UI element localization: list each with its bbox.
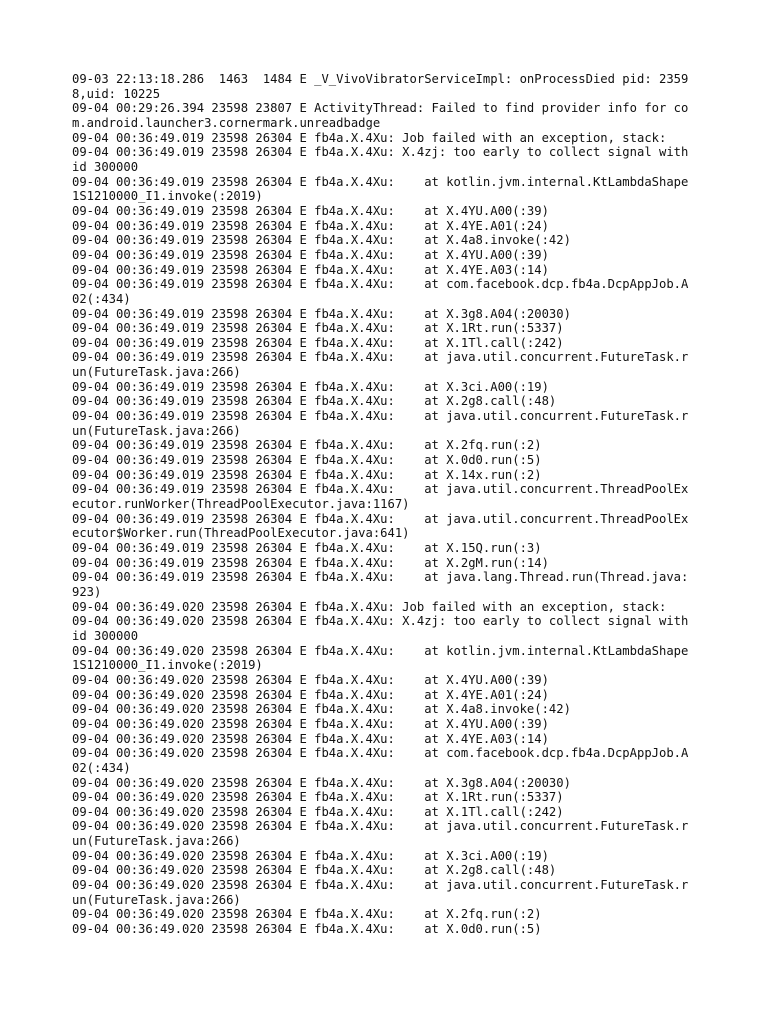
log-line: 09-04 00:36:49.019 23598 26304 E fb4a.X.4Xu: at com.facebook.dcp.fb4a.DcpAppJob.A02(:434) xyxy=(72,277,689,306)
log-line: 09-04 00:36:49.019 23598 26304 E fb4a.X.4Xu: at X.2g8.call(:48) xyxy=(72,394,557,409)
log-line: 09-04 00:36:49.019 23598 26304 E fb4a.X.4Xu: at java.util.concurrent.ThreadPoolExecutor.runWorker(ThreadPoolExecutor.java:1167) xyxy=(72,482,689,512)
log-line: 09-04 00:36:49.020 23598 26304 E fb4a.X.4Xu: at X.4YE.A01(:24) xyxy=(72,687,549,702)
log-line: 09-04 00:36:49.019 23598 26304 E fb4a.X.4Xu: at X.14x.run(:2) xyxy=(72,467,542,482)
log-line: 09-04 00:36:49.019 23598 26304 E fb4a.X.4Xu: at X.0d0.run(:5) xyxy=(72,453,542,468)
log-line: 09-04 00:36:49.019 23598 26304 E fb4a.X.4Xu: at java.util.concurrent.FutureTask.run(FutureTask.java:266) xyxy=(72,409,689,438)
log-line: 09-03 22:13:18.286 1463 1484 E _V_VivoVibratorServiceImpl: onProcessDied pid: 23598,uid: 10225 xyxy=(72,72,689,101)
log-line: 09-04 00:36:49.019 23598 26304 E fb4a.X.4Xu: X.4zj: too early to collect signal with id 300000 xyxy=(72,145,696,174)
log-line: 09-04 00:36:49.019 23598 26304 E fb4a.X.4Xu: at X.4YU.A00(:39) xyxy=(72,203,549,218)
log-line: 09-04 00:36:49.020 23598 26304 E fb4a.X.4Xu: at com.facebook.dcp.fb4a.DcpAppJob.A02(:434) xyxy=(72,746,689,775)
log-line: 09-04 00:36:49.020 23598 26304 E fb4a.X.4Xu: at java.util.concurrent.FutureTask.run(FutureTask.java:266) xyxy=(72,819,689,849)
log-line: 09-04 00:36:49.019 23598 26304 E fb4a.X.4Xu: at X.4YU.A00(:39) xyxy=(72,247,549,262)
log-line: 09-04 00:36:49.019 23598 26304 E fb4a.X.4Xu: at X.3g8.A04(:20030) xyxy=(72,306,571,321)
log-line: 09-04 00:36:49.019 23598 26304 E fb4a.X.4Xu: at X.3ci.A00(:19) xyxy=(72,379,549,394)
log-line: 09-04 00:36:49.019 23598 26304 E fb4a.X.4Xu: at X.2fq.run(:2) xyxy=(72,438,542,453)
log-line: 09-04 00:36:49.020 23598 26304 E fb4a.X.4Xu: X.4zj: too early to collect signal with id 300000 xyxy=(72,614,696,643)
log-line: 09-04 00:36:49.020 23598 26304 E fb4a.X.4Xu: at X.2g8.call(:48) xyxy=(72,863,557,878)
log-line: 09-04 00:36:49.020 23598 26304 E fb4a.X.4Xu: at java.util.concurrent.FutureTask.run(FutureTask.java:266) xyxy=(72,878,689,907)
log-line: 09-04 00:36:49.020 23598 26304 E fb4a.X.4Xu: at X.3g8.A04(:20030) xyxy=(72,775,571,790)
log-line: 09-04 00:36:49.019 23598 26304 E fb4a.X.4Xu: at X.2gM.run(:14) xyxy=(72,555,549,570)
log-line: 09-04 00:36:49.020 23598 26304 E fb4a.X.4Xu: at X.0d0.run(:5) xyxy=(72,922,542,937)
log-line: 09-04 00:36:49.019 23598 26304 E fb4a.X.4Xu: at java.lang.Thread.run(Thread.java:923) xyxy=(72,570,689,599)
log-line: 09-04 00:36:49.020 23598 26304 E fb4a.X.4Xu: Job failed with an exception, stack: xyxy=(72,599,667,614)
log-line: 09-04 00:36:49.020 23598 26304 E fb4a.X.4Xu: at X.4a8.invoke(:42) xyxy=(72,702,571,717)
log-line: 09-04 00:36:49.019 23598 26304 E fb4a.X.4Xu: at X.4a8.invoke(:42) xyxy=(72,233,571,248)
log-line: 09-04 00:36:49.019 23598 26304 E fb4a.X.4Xu: at java.util.concurrent.FutureTask.run(FutureTask.java:266) xyxy=(72,350,689,380)
log-line: 09-04 00:36:49.019 23598 26304 E fb4a.X.4Xu: at X.1Tl.call(:242) xyxy=(72,335,564,350)
log-line: 09-04 00:36:49.019 23598 26304 E fb4a.X.4Xu: at X.15Q.run(:3) xyxy=(72,541,542,555)
log-line: 09-04 00:36:49.019 23598 26304 E fb4a.X.4Xu: Job failed with an exception, stack: xyxy=(72,130,667,145)
log-line: 09-04 00:36:49.020 23598 26304 E fb4a.X.4Xu: at kotlin.jvm.internal.KtLambdaShape1S1210000_I1.invoke(:2019) xyxy=(72,643,689,673)
log-line: 09-04 00:36:49.020 23598 26304 E fb4a.X.4Xu: at X.3ci.A00(:19) xyxy=(72,848,549,863)
log-line: 09-04 00:36:49.020 23598 26304 E fb4a.X.4Xu: at X.4YE.A03(:14) xyxy=(72,731,549,746)
log-line: 09-04 00:36:49.020 23598 26304 E fb4a.X.4Xu: at X.1Tl.call(:242) xyxy=(72,804,564,819)
log-line: 09-04 00:36:49.019 23598 26304 E fb4a.X.4Xu: at X.4YE.A03(:14) xyxy=(72,262,549,277)
log-text-area xyxy=(72,72,696,937)
log-line: 09-04 00:36:49.020 23598 26304 E fb4a.X.4Xu: at X.4YU.A00(:39) xyxy=(72,672,549,687)
log-line: 09-04 00:36:49.020 23598 26304 E fb4a.X.4Xu: at X.4YU.A00(:39) xyxy=(72,716,549,731)
log-line: 09-04 00:36:49.019 23598 26304 E fb4a.X.4Xu: at java.util.concurrent.ThreadPoolExecutor$Worker.run(ThreadPoolExecutor.java:641) xyxy=(72,511,689,541)
log-line: 09-04 00:29:26.394 23598 23807 E ActivityThread: Failed to find provider info for com.android.launcher3.cornermark.unreadbadge xyxy=(72,101,689,130)
log-line: 09-04 00:36:49.019 23598 26304 E fb4a.X.4Xu: at X.4YE.A01(:24) xyxy=(72,218,549,233)
log-line: 09-04 00:36:49.019 23598 26304 E fb4a.X.4Xu: at X.1Rt.run(:5337) xyxy=(72,321,564,336)
log-line: 09-04 00:36:49.020 23598 26304 E fb4a.X.4Xu: at X.1Rt.run(:5337) xyxy=(72,790,564,805)
log-line: 09-04 00:36:49.020 23598 26304 E fb4a.X.4Xu: at X.2fq.run(:2) xyxy=(72,907,542,922)
log-line: 09-04 00:36:49.019 23598 26304 E fb4a.X.4Xu: at kotlin.jvm.internal.KtLambdaShape1S1210000_I1.invoke(:2019) xyxy=(72,174,689,204)
